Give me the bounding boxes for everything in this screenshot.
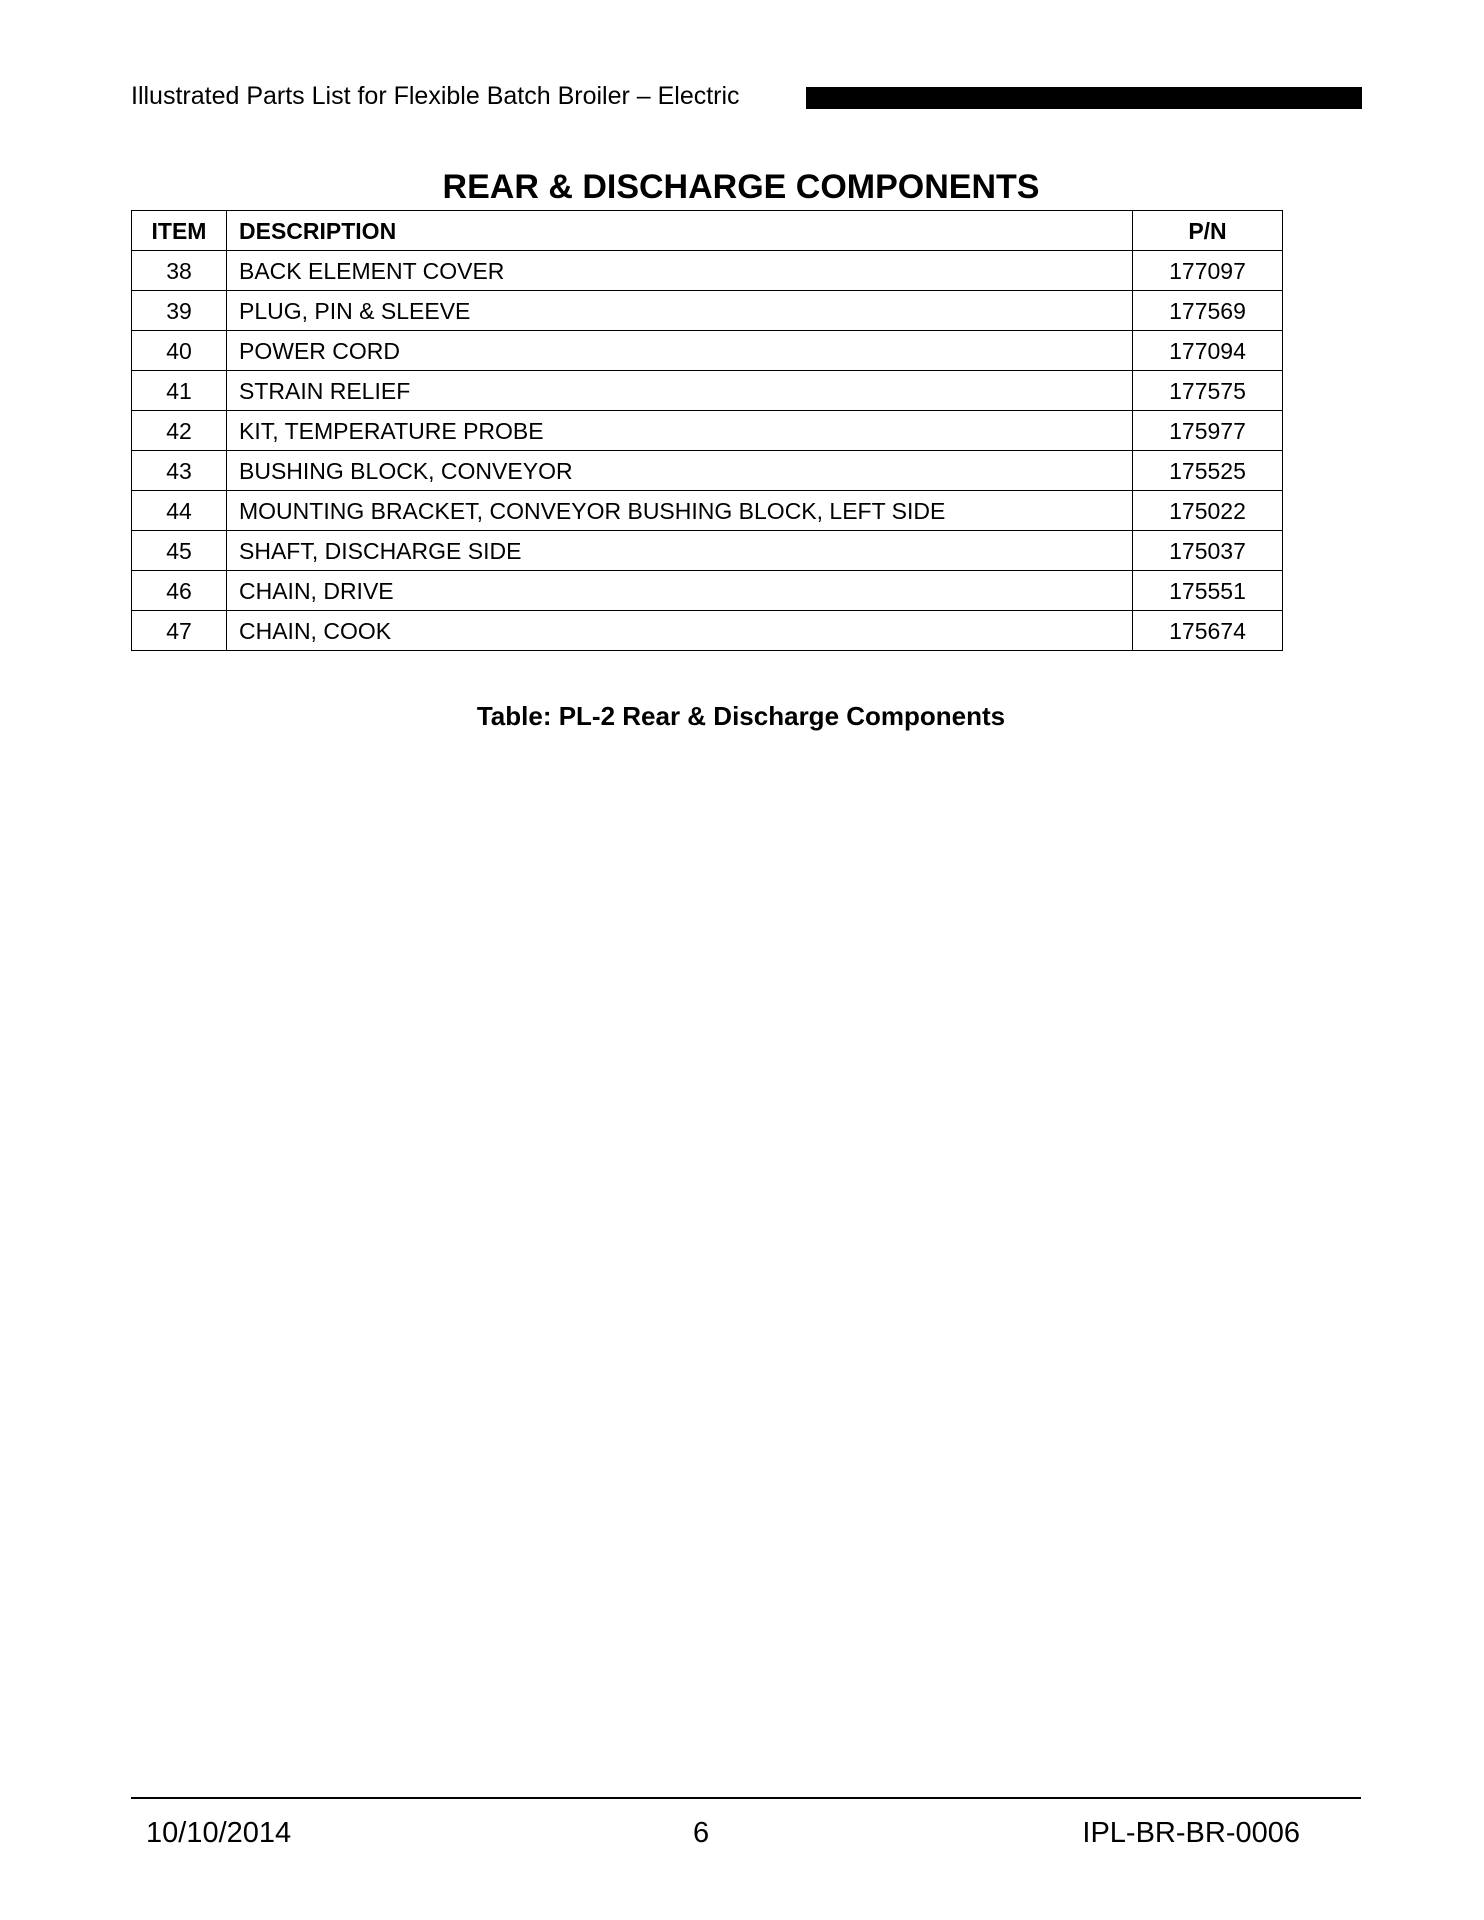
column-header-description: DESCRIPTION [227,211,1133,251]
footer-page-number: 6 [693,1817,710,1849]
table-row [132,371,1283,411]
cell-description: MOUNTING BRACKET, CONVEYOR BUSHING BLOCK, LEFT SIDE [227,491,1133,531]
cell-description: BACK ELEMENT COVER [227,251,1133,291]
cell-pn: 175022 [1133,491,1283,531]
footer-rule [131,1797,1361,1799]
table-row [132,611,1283,651]
cell-item: 43 [132,451,227,491]
footer-date: 10/10/2014 [146,1817,292,1849]
cell-pn: 177569 [1133,291,1283,331]
cell-description: PLUG, PIN & SLEEVE [227,291,1133,331]
table-row [132,411,1283,451]
table-row [132,491,1283,531]
cell-description: KIT, TEMPERATURE PROBE [227,411,1133,451]
cell-item: 38 [132,251,227,291]
table-row [132,531,1283,571]
table-header-row [132,211,1283,251]
cell-description: SHAFT, DISCHARGE SIDE [227,531,1133,571]
cell-description: STRAIN RELIEF [227,371,1133,411]
table-row [132,451,1283,491]
column-header-pn: P/N [1133,211,1283,251]
cell-item: 47 [132,611,227,651]
cell-description: POWER CORD [227,331,1133,371]
cell-item: 44 [132,491,227,531]
cell-item: 42 [132,411,227,451]
section-title: REAR & DISCHARGE COMPONENTS [442,168,1040,206]
header-bar [806,87,1362,109]
cell-item: 40 [132,331,227,371]
cell-description: CHAIN, COOK [227,611,1133,651]
cell-description: BUSHING BLOCK, CONVEYOR [227,451,1133,491]
column-header-item: ITEM [132,211,227,251]
cell-item: 45 [132,531,227,571]
cell-pn: 175977 [1133,411,1283,451]
cell-pn: 177097 [1133,251,1283,291]
cell-item: 39 [132,291,227,331]
header-title: Illustrated Parts List for Flexible Batch Broiler – Electric [131,82,740,110]
table-row [132,251,1283,291]
cell-pn: 177094 [1133,331,1283,371]
cell-pn: 177575 [1133,371,1283,411]
table-caption: Table: PL-2 Rear & Discharge Components [476,701,1006,731]
parts-table [131,210,1283,651]
table-row [132,331,1283,371]
cell-description: CHAIN, DRIVE [227,571,1133,611]
cell-pn: 175037 [1133,531,1283,571]
table-row [132,571,1283,611]
table-row [132,291,1283,331]
cell-pn: 175551 [1133,571,1283,611]
cell-item: 41 [132,371,227,411]
footer-document-id: IPL-BR-BR-0006 [1082,1817,1300,1849]
cell-pn: 175674 [1133,611,1283,651]
cell-pn: 175525 [1133,451,1283,491]
cell-item: 46 [132,571,227,611]
